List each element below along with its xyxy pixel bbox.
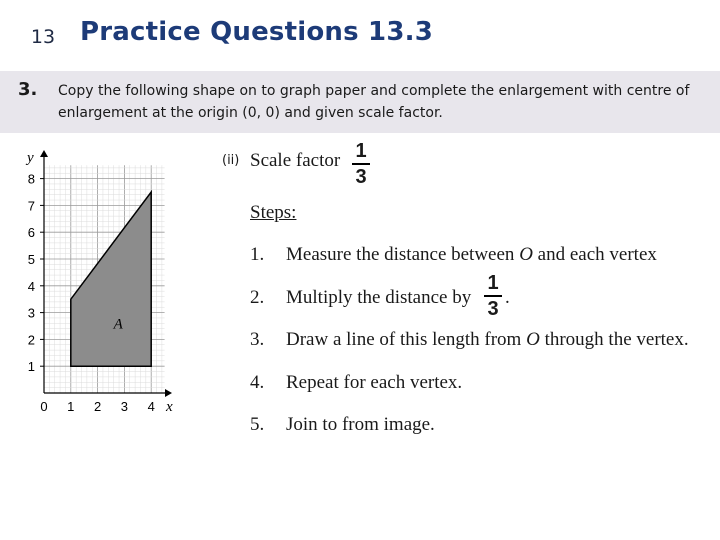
step-text-part: Multiply the distance by bbox=[286, 287, 472, 308]
fraction-numerator: 1 bbox=[487, 272, 499, 294]
y-tick-label: 1 bbox=[27, 359, 35, 375]
step-text-part: Draw a line of this length from bbox=[286, 329, 527, 350]
step-number: 5. bbox=[250, 414, 265, 435]
y-axis-label: y bbox=[27, 150, 34, 166]
fraction-bar bbox=[484, 295, 502, 297]
step-text: Repeat for each vertex. bbox=[286, 372, 463, 393]
fraction-denominator: 3 bbox=[487, 298, 499, 320]
shape-a bbox=[71, 192, 151, 366]
step-text-part: and each vertex bbox=[532, 244, 657, 265]
page-title: Practice Questions 13.3 bbox=[80, 17, 433, 47]
step-text-period: . bbox=[505, 287, 510, 308]
step-number: 2. bbox=[250, 287, 265, 308]
step-text: Join to from image. bbox=[286, 414, 435, 435]
y-tick-label: 8 bbox=[27, 171, 35, 187]
step-text bbox=[286, 329, 689, 351]
x-tick-label: 4 bbox=[147, 399, 155, 414]
question-text: Copy the following shape on to graph paper and complete the enlargement with centre of enlargement at the origin (0, 0) and given scale factor. bbox=[58, 83, 690, 121]
y-tick-label: 4 bbox=[27, 278, 35, 294]
x-tick-label: 3 bbox=[120, 399, 129, 414]
steps-heading: Steps: bbox=[250, 202, 297, 223]
graph bbox=[20, 145, 190, 415]
fraction-bar bbox=[352, 163, 370, 165]
step-number: 4. bbox=[250, 372, 265, 393]
y-tick-label: 3 bbox=[27, 305, 35, 321]
x-axis-label: x bbox=[166, 399, 173, 415]
step-variable: O bbox=[519, 244, 533, 265]
y-tick-label: 2 bbox=[27, 332, 35, 348]
question-number: 3. bbox=[18, 79, 38, 100]
y-axis-arrow bbox=[40, 150, 48, 157]
step-text bbox=[286, 244, 657, 266]
fraction-denominator: 3 bbox=[355, 166, 367, 188]
x-tick-label: 1 bbox=[67, 399, 75, 414]
y-tick-label: 7 bbox=[27, 198, 35, 214]
chapter-number: 13 bbox=[30, 26, 56, 48]
x-tick-labels bbox=[40, 399, 154, 414]
x-tick-label: 2 bbox=[93, 399, 102, 414]
part-label: (ii) bbox=[222, 153, 240, 168]
step-number: 3. bbox=[250, 329, 265, 350]
step-text-part: Measure the distance between bbox=[286, 244, 520, 265]
y-tick-label: 5 bbox=[27, 252, 35, 267]
x-axis-arrow bbox=[165, 389, 172, 397]
step-text bbox=[286, 287, 471, 309]
y-tick-label: 6 bbox=[27, 225, 35, 241]
step-number: 1. bbox=[250, 244, 265, 265]
scale-factor-label: Scale factor bbox=[250, 150, 341, 171]
x-tick-label: 0 bbox=[40, 399, 48, 414]
fraction-numerator: 1 bbox=[355, 140, 367, 162]
y-tick-labels bbox=[28, 172, 44, 375]
step-variable: O bbox=[526, 329, 540, 350]
step-fraction bbox=[484, 272, 502, 320]
shape-label: A bbox=[113, 316, 123, 333]
step-text-part: through the vertex. bbox=[539, 329, 689, 350]
scale-factor-fraction bbox=[352, 140, 370, 188]
